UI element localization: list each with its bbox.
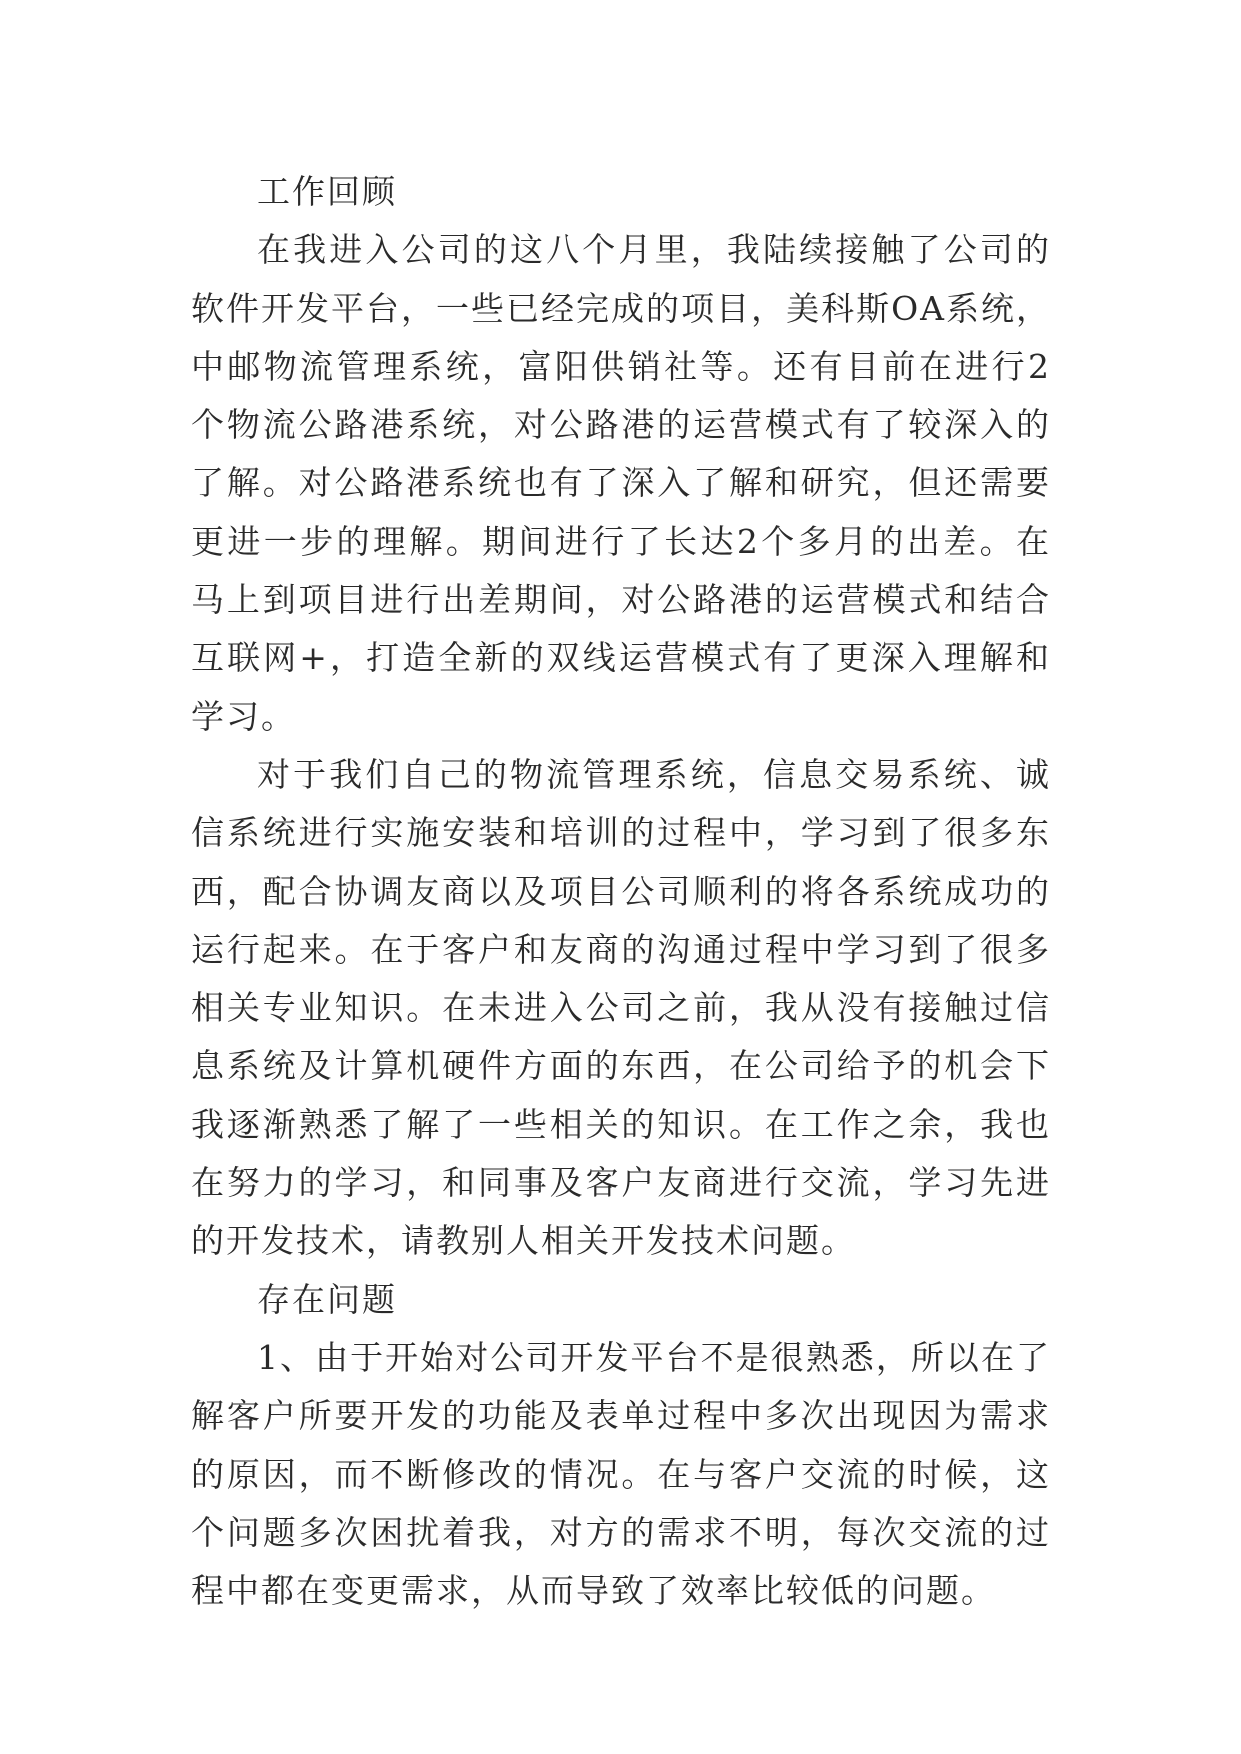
paragraph-work-review-1: 在我进入公司的这八个月里，我陆续接触了公司的软件开发平台，一些已经完成的项目，美科斯OA系统，中邮物流管理系统，富阳供销社等。还有目前在进行2个物流公路港系统，对公路港的运营模式有了较深入的了解。对公路港系统也有了深入了解和研究，但还需要更进一步的理解。期间进行了长达2个多月的出差。在马上到项目进行出差期间，对公路港的运营模式和结合互联网+，打造全新的双线运营模式有了更深入理解和学习。	[191, 230, 1051, 736]
section-heading-work-review: 工作回顾	[257, 172, 397, 211]
document-page	[191, 163, 1051, 1620]
paragraph-work-review-2: 对于我们自己的物流管理系统，信息交易系统、诚信系统进行实施安装和培训的过程中，学习到了很多东西，配合协调友商以及项目公司顺利的将各系统成功的运行起来。在于客户和友商的沟通过程中学习到了很多相关专业知识。在未进入公司之前，我从没有接触过信息系统及计算机硬件方面的东西，在公司给予的机会下我逐渐熟悉了解了一些相关的知识。在工作之余，我也在努力的学习，和同事及客户友商进行交流，学习先进的开发技术，请教别人相关开发技术问题。	[191, 754, 1051, 1261]
paragraph-problems-1: 1、由于开始对公司开发平台不是很熟悉，所以在了解客户所要开发的功能及表单过程中多次出现因为需求的原因，而不断修改的情况。在与客户交流的时候，这个问题多次困扰着我，对方的需求不明，每次交流的过程中都在变更需求，从而导致了效率比较低的问题。	[191, 1337, 1051, 1611]
section-heading-problems: 存在问题	[257, 1279, 397, 1319]
